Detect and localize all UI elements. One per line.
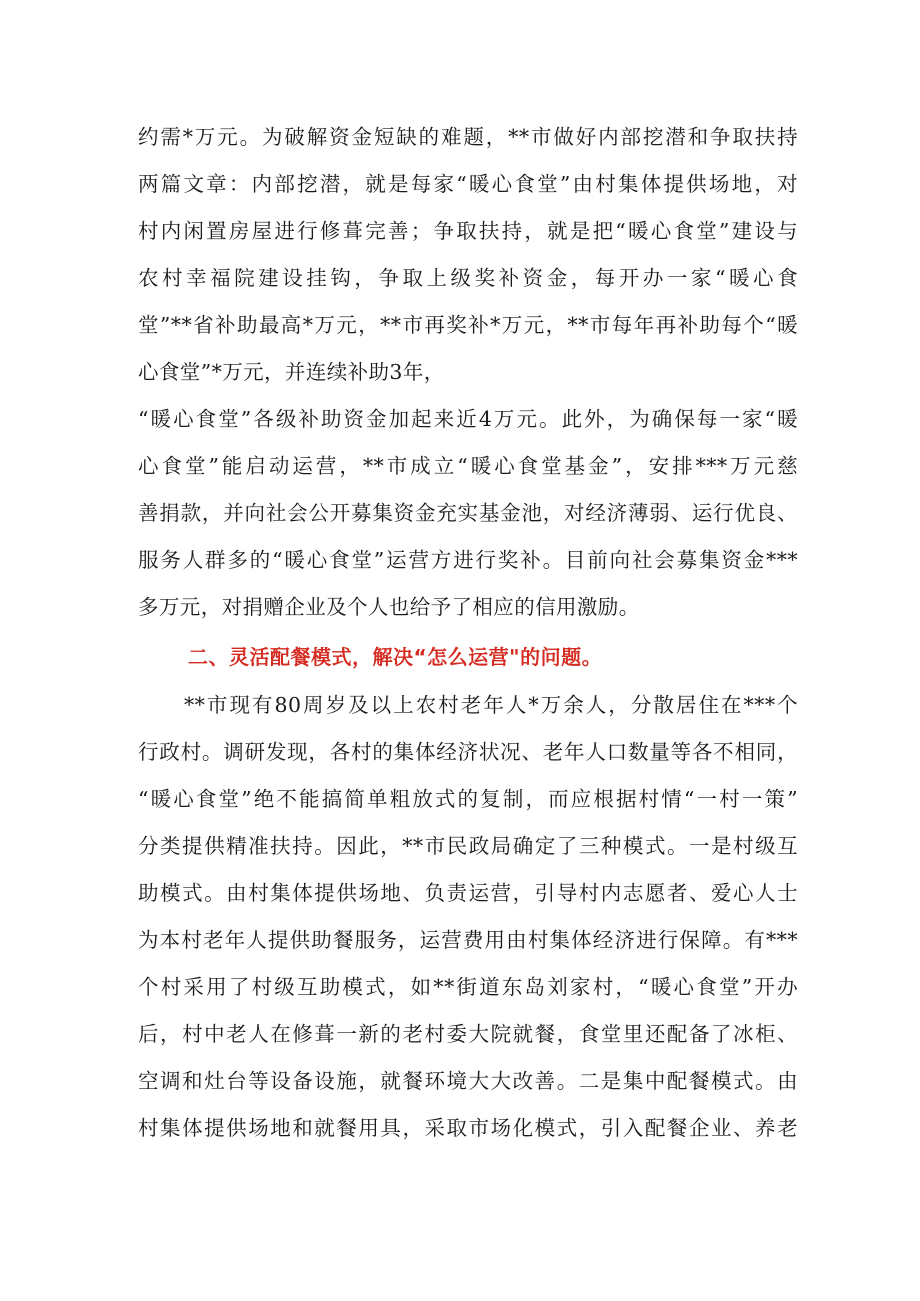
paragraph-line: 心食堂”*万元，并连续补助3年， bbox=[138, 360, 445, 384]
paragraph-first-line: **市现有80周岁及以上农村老年人*万余人，分散居住在***个 bbox=[184, 693, 798, 717]
paragraph-line: 农村幸福院建设挂钩，争取上级奖补资金，每开办一家“暖心食 bbox=[138, 266, 798, 290]
paragraph-line: “暖心食堂”各级补助资金加起来近4万元。此外，为确保每一家“暖 bbox=[138, 407, 798, 431]
paragraph-line: “暖心食堂”绝不能搞简单粗放式的复制，而应根据村情“一村一策” bbox=[138, 787, 798, 811]
section-heading: 二、灵活配餐模式，解决“怎么运营"的问题。 bbox=[188, 645, 603, 669]
paragraph-line: 为本村老年人提供助餐服务，运营费用由村集体经济进行保障。有*** bbox=[138, 928, 798, 952]
paragraph-line: 服务人群多的“暖心食堂”运营方进行奖补。目前向社会募集资金*** bbox=[138, 548, 798, 572]
paragraph-line: 助模式。由村集体提供场地、负责运营，引导村内志愿者、爱心人士 bbox=[138, 881, 798, 905]
paragraph-line: 个村采用了村级互助模式，如**街道东岛刘家村，“暖心食堂”开办 bbox=[138, 975, 798, 999]
paragraph-line: 约需*万元。为破解资金短缺的难题，**市做好内部挖潜和争取扶持 bbox=[138, 125, 798, 149]
paragraph-line: 村内闲置房屋进行修葺完善；争取扶持，就是把“暖心食堂”建设与 bbox=[138, 219, 798, 243]
paragraph-line: 分类提供精准扶持。因此，**市民政局确定了三种模式。一是村级互 bbox=[138, 834, 798, 858]
paragraph-line: 堂”**省补助最高*万元，**市再奖补*万元，**市每年再补助每个“暖 bbox=[138, 313, 798, 337]
paragraph-line: 村集体提供场地和就餐用具，采取市场化模式，引入配餐企业、养老 bbox=[138, 1116, 798, 1140]
paragraph-line: 行政村。调研发现，各村的集体经济状况、老年人口数量等各不相同， bbox=[138, 740, 798, 764]
paragraph-line: 善捐款，并向社会公开募集资金充实基金池，对经济薄弱、运行优良、 bbox=[138, 501, 798, 525]
paragraph-line: 两篇文章：内部挖潜，就是每家“暖心食堂”由村集体提供场地，对 bbox=[138, 172, 798, 196]
paragraph-line: 空调和灶台等设备设施，就餐环境大大改善。二是集中配餐模式。由 bbox=[138, 1069, 798, 1093]
paragraph-line: 多万元，对捐赠企业及个人也给予了相应的信用激励。 bbox=[138, 595, 640, 619]
paragraph-line: 心食堂”能启动运营，**市成立“暖心食堂基金”，安排***万元慈 bbox=[138, 454, 798, 478]
paragraph-line: 后，村中老人在修葺一新的老村委大院就餐，食堂里还配备了冰柜、 bbox=[138, 1022, 798, 1046]
